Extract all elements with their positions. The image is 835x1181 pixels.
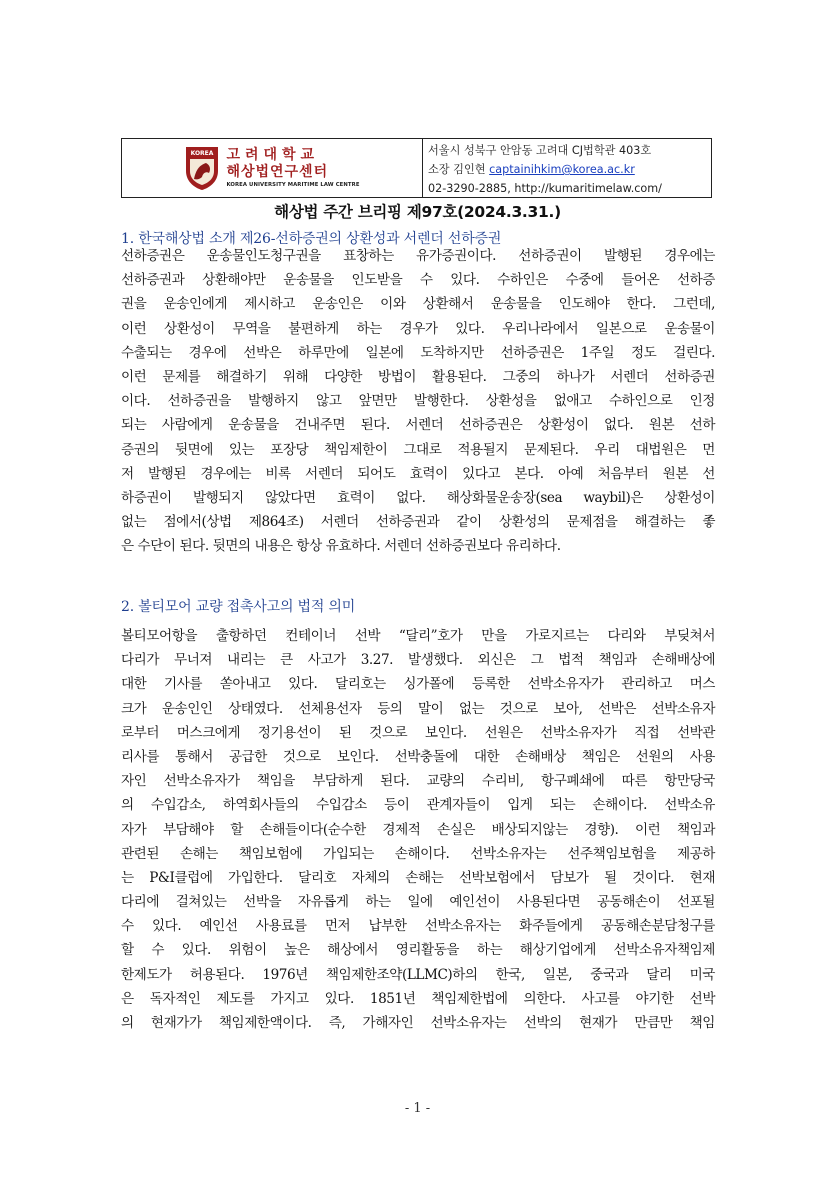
text-line: 크가 운송인인 상태였다. 선체용선자 등의 말이 없는 것으로 보아, 선박은 선박소유자 [121, 700, 715, 717]
text-line: 없는 점에서(상법 제864조) 서렌더 선하증권과 같이 상환성의 문제점을 해결하는 좋 [121, 514, 715, 531]
section-1-body [121, 244, 715, 558]
phone-number: 02-3290-2885, [428, 182, 511, 195]
text-line: 자인 선박소유자가 책임을 부담하게 된다. 교량의 수리비, 항구폐쇄에 따른 항만당국 [121, 773, 715, 790]
text-line: 되는 사람에게 운송물을 건내주면 된다. 서렌더 선하증권은 상환성이 없다. 원본 선하 [121, 417, 715, 434]
text-line: 은 수단이 된다. 뒷면의 내용은 항상 유효하다. 서렌더 선하증권보다 유리하다. [121, 538, 561, 555]
text-line: 권을 운송인에게 제시하고 운송인은 이와 상환해서 운송물을 인도해야 한다. 그런데, [121, 296, 715, 313]
header-box [121, 138, 712, 198]
page-number: - 1 - [404, 1101, 431, 1116]
text-line: 하증권이 발행되지 않았다면 효력이 없다. 해상화물운송장(sea waybil)은 상환성이 [121, 489, 715, 506]
text-line: 증권의 뒷면에 있는 포장당 책임제한이 그대로 적용될지 문제된다. 우리 대법원은 먼 [121, 441, 715, 458]
text-line: 이런 문제를 해결하기 위해 다양한 방법이 활용된다. 그중의 하나가 서렌더 선하증권 [121, 368, 715, 385]
text-line: 대한 기사를 쏟아내고 있다. 달리호는 싱가폴에 등록한 선박소유자가 관리하고 머스 [121, 676, 715, 693]
section-2-body [121, 624, 715, 1035]
text-line: 볼티모어항을 출항하던 컨테이너 선박 “달리”호가 만을 가로지르는 다리와 부딪쳐서 [121, 628, 715, 644]
section-2-heading: 2. 볼티모어 교량 접촉사고의 법적 의미 [121, 599, 356, 615]
text-line: 로부터 머스크에게 정기용선이 된 것으로 보인다. 선원은 선박소유자가 직접 선박관 [121, 724, 715, 741]
center-name: 해상법연구센터 [226, 163, 329, 180]
text-line: 수 있다. 예인선 사용료를 먼저 납부한 선박소유자는 화주들에게 공동해손분담청구를 [121, 918, 715, 935]
text-line: 의 수입감소, 하역회사들의 수입감소 등이 관계자들이 입게 되는 손해이다. 선박소유 [121, 797, 715, 814]
text-line: 할 수 있다. 위험이 높은 해상에서 영리활동을 하는 해상기업에게 선박소유자책임제 [121, 942, 715, 959]
text-line: 수출되는 경우에 선박은 하루만에 일본에 도착하지만 선하증권은 1주일 정도 걸린다. [121, 344, 715, 361]
director-line [428, 160, 711, 179]
website-link[interactable]: http://kumaritimelaw.com/ [514, 182, 662, 195]
text-line: 은 독자적인 제도를 가지고 있다. 1851년 책임제한법에 의한다. 사고를 야기한 선박 [121, 990, 715, 1007]
email-link[interactable]: captainihkim@korea.ac.kr [489, 163, 635, 176]
director-label: 소장 김인현 [428, 163, 486, 176]
text-line: 한제도가 허용된다. 1976년 책임제한조약(LLMC)하의 한국, 일본, 중국과 달리 미국 [121, 966, 715, 983]
phone-web-line [428, 179, 711, 198]
text-line: 선하증권은 운송물인도청구권을 표창하는 유가증권이다. 선하증권이 발행된 경우에는 [121, 248, 715, 264]
text-line: 는 P&I클럽에 가입한다. 달리호 자체의 손해는 선박보험에서 담보가 될 것이다. 현재 [121, 869, 715, 886]
seal-label: KOREA [191, 150, 214, 157]
logo-text [226, 147, 359, 190]
text-line: 자가 부담해야 할 손해들이다(순수한 경제적 손실은 배상되지않는 경향). 이런 책임과 [121, 821, 715, 838]
section-1-heading: 1. 한국해상법 소개 제26-선하증권의 상환성과 서렌더 선하증권 [121, 231, 502, 247]
address: 서울시 성북구 안암동 고려대 CJ법학관 403호 [428, 144, 652, 157]
text-line: 리사를 통해서 공급한 것으로 보인다. 선박충돌에 대한 손해배상 책임은 선원의 사용 [121, 748, 715, 765]
text-line: 관련된 손해는 책임보험에 가입되는 손해이다. 선박소유자는 선주책임보험을 제공하 [121, 845, 715, 862]
university-seal-icon [184, 145, 220, 191]
text-line: 의 현재가가 책임제한액이다. 즉, 가해자인 선박소유자는 선박의 현재가 만큼만 책임 [121, 1015, 715, 1031]
text-line: 선하증권과 상환해야만 운송물을 인도받을 수 있다. 수하인은 수중에 들어온 선하증 [121, 272, 715, 289]
university-name: 고려대학교 [226, 146, 320, 163]
text-line: 저 발행된 경우에는 비록 서렌더 되어도 효력이 있다고 본다. 아예 처음부터 원본 선 [121, 465, 715, 482]
text-line: 다리에 걸쳐있는 선박을 자유롭게 하는 일에 예인선이 사용된다면 공동해손이 선포될 [121, 894, 715, 911]
center-logo [122, 139, 423, 197]
text-line: 이다. 선하증권을 발행하지 않고 앞면만 발행한다. 상환성을 없애고 수하인으로 인정 [121, 393, 715, 410]
contact-info [423, 139, 711, 197]
center-name-english: KOREA UNIVERSITY MARITIME LAW CENTRE [226, 181, 360, 188]
briefing-title: 해상법 주간 브리핑 제97호(2024.3.31.) [274, 203, 561, 221]
text-line: 이런 상환성이 무역을 불편하게 하는 경우가 있다. 우리나라에서 일본으로 운송물이 [121, 320, 715, 337]
text-line: 다리가 무너져 내리는 큰 사고가 3.27. 발생했다. 외신은 그 법적 책임과 손해배상에 [121, 652, 715, 669]
